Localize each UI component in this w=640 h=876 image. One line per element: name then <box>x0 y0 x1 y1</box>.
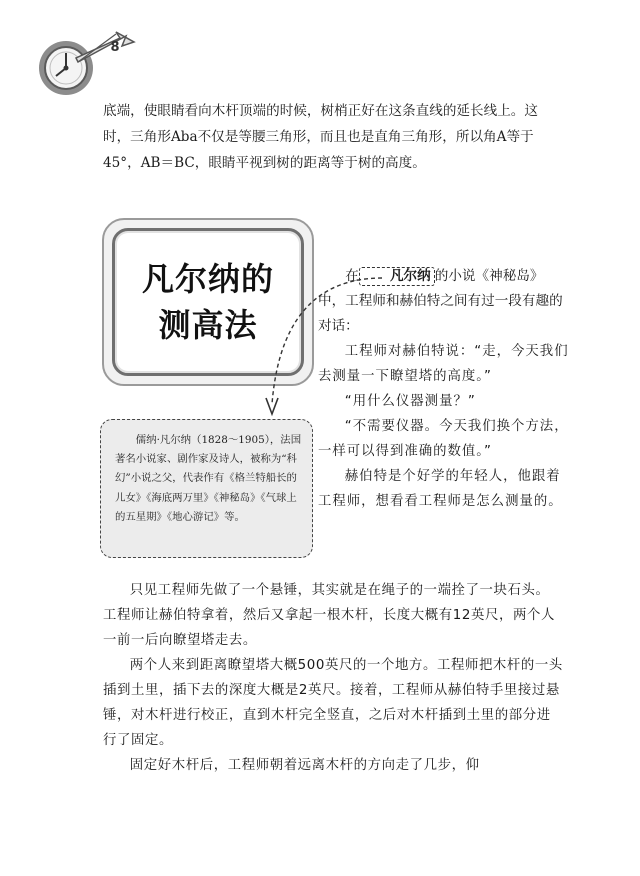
dialog-line: 赫伯特是个好学的年轻人，他跟着工程师，想看看工程师是怎么测量的。 <box>318 469 563 509</box>
biography-text: 儒纳·凡尔纳（1828～1905），法国著名小说家、剧作家及诗人，被称为“科幻”小说之父，代表作有《格兰特船长的儿女》《海底两万里》《神秘岛》《气球上的五星期》《地心游记》等。 <box>115 434 302 523</box>
body-text <box>103 578 563 778</box>
lead-before: 在 <box>345 268 359 284</box>
page-number: 8 <box>110 40 120 55</box>
dialog-line: 工程师对赫伯特说：“走，今天我们去测量一下瞭望塔的高度。” <box>318 344 569 384</box>
section-title-line2: 测高法 <box>158 306 258 344</box>
author-name-box: 凡尔纳 <box>359 267 435 286</box>
dialog-line: “用什么仪器测量？” <box>344 394 476 409</box>
intro-paragraph <box>103 98 563 176</box>
body-paragraph: 只见工程师先做了一个悬锤，其实就是在绳子的一端拴了一块石头。工程师让赫伯特拿着，然后又拿起一根木杆，长度大概有12英尺，两个人一前一后向瞭望塔走去。 <box>103 583 555 648</box>
right-column <box>318 264 570 514</box>
clock-compass-icon <box>38 28 138 98</box>
body-paragraph: 两个人来到距离瞭望塔大概500英尺的一个地方。工程师把木杆的一头插到土里，插下去的深度大概是2英尺。接着，工程师从赫伯特手里接过悬锤，对木杆进行校正，直到木杆完全竖直，之后对木杆插到土里的部分进行了固定。 <box>103 658 563 748</box>
biography-note <box>100 419 313 558</box>
dialog-line: “不需要仪器。今天我们换个方法，一样可以得到准确的数值。” <box>318 419 569 459</box>
section-title-line1: 凡尔纳的 <box>141 260 274 298</box>
lead-after: 的小说《神秘岛》中，工程师和赫伯特之间有过一段有趣的对话： <box>318 268 563 334</box>
body-paragraph: 固定好木杆后，工程师朝着远离木杆的方向走了几步，仰 <box>129 758 480 773</box>
lead-paragraph <box>318 264 570 339</box>
intro-text: 底端，使眼睛看向木杆顶端的时候，树梢正好在这条直线的延长线上。这时，三角形Aba不仅是等腰三角形，而且也是直角三角形，所以角A等于45°，AB＝BC，眼睛平视到树的距离等于树的高度。 <box>103 103 538 171</box>
